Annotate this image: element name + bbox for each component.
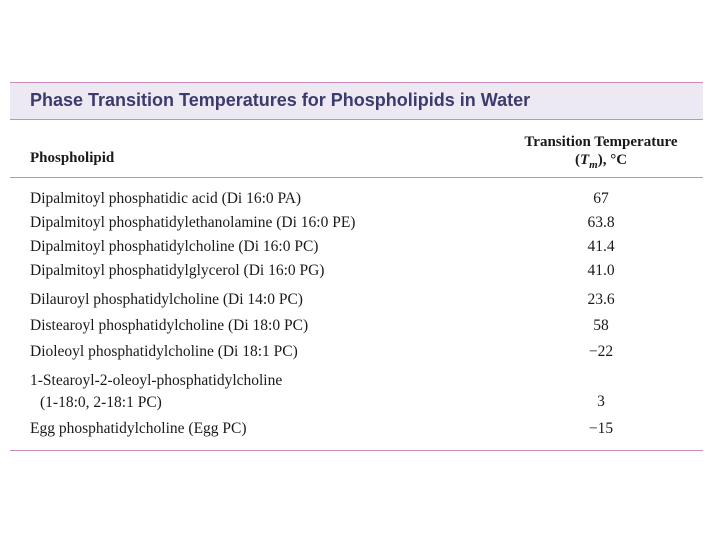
table-row-value: 63.8 bbox=[587, 214, 615, 231]
column-header-temp-line1: Transition Temperature bbox=[524, 134, 678, 150]
table-row-name: Dipalmitoyl phosphatidylcholine (Di 16:0 PC) bbox=[30, 238, 319, 255]
table-row-name: Egg phosphatidylcholine (Egg PC) bbox=[30, 420, 247, 437]
table-row-name-multiline bbox=[30, 370, 282, 414]
table-row-value: −22 bbox=[588, 343, 614, 360]
temp-symbol: T bbox=[579, 152, 590, 168]
table-row-name: Dilauroyl phosphatidylcholine (Di 14:0 PC) bbox=[30, 291, 303, 308]
temp-subscript: m bbox=[589, 159, 598, 171]
temp-unit: ), °C bbox=[597, 152, 628, 168]
table-row-name: Distearoyl phosphatidylcholine (Di 18:0 PC) bbox=[30, 317, 309, 334]
table-row-value: 58 bbox=[593, 317, 609, 334]
table-row-value: 41.4 bbox=[587, 238, 615, 255]
table-row-name: Dipalmitoyl phosphatidylglycerol (Di 16:0 PG) bbox=[30, 262, 325, 279]
table-row-value: 67 bbox=[593, 190, 609, 207]
table-row-name: 1-Stearoyl-2-oleoyl-phosphatidylcholine bbox=[30, 372, 283, 389]
table-row-name: Dipalmitoyl phosphatidic acid (Di 16:0 PA) bbox=[30, 190, 302, 207]
header-divider bbox=[10, 177, 703, 178]
table-row-value: −15 bbox=[588, 420, 614, 437]
table-title-bar bbox=[10, 82, 703, 120]
table-bottom-divider bbox=[10, 450, 703, 451]
temp-open-paren: ( bbox=[574, 152, 580, 168]
table-row-name: Dipalmitoyl phosphatidylethanolamine (Di 16:0 PE) bbox=[30, 214, 356, 231]
table-row-value: 3 bbox=[597, 393, 605, 410]
table-row-name-continuation: (1-18:0, 2-18:1 PC) bbox=[40, 394, 162, 411]
table-row-value: 41.0 bbox=[587, 262, 615, 279]
table-row-value: 23.6 bbox=[587, 291, 615, 308]
table-title: Phase Transition Temperatures for Phospholipids in Water bbox=[30, 90, 531, 110]
column-header-temp-line2 bbox=[505, 151, 697, 174]
column-header-phospholipid: Phospholipid bbox=[30, 150, 115, 166]
table-row-name: Dioleoyl phosphatidylcholine (Di 18:1 PC) bbox=[30, 343, 298, 360]
column-header-transition-temperature bbox=[505, 133, 697, 174]
